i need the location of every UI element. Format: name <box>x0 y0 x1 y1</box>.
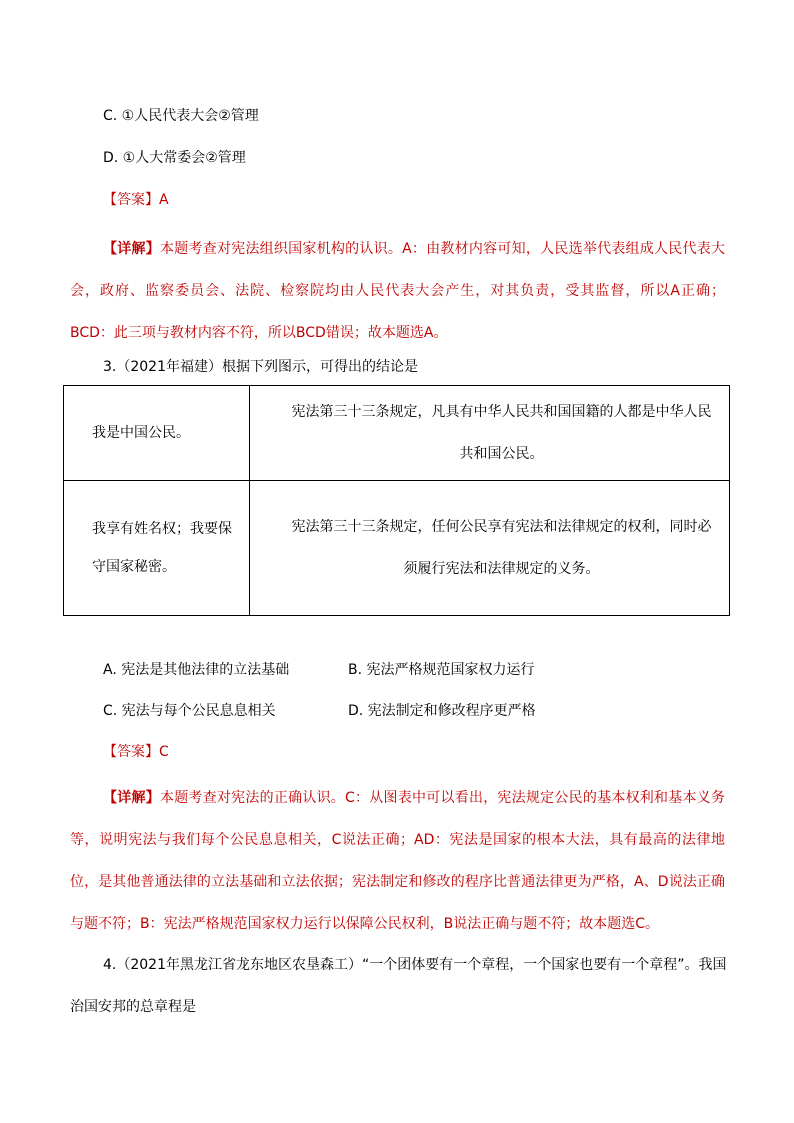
detail-label: 【详解】 <box>103 790 160 806</box>
table-cell-right: 宪法第三十三条规定，任何公民享有宪法和法律规定的权利，同时必须履行宪法和法律规定的义务。 <box>250 481 730 616</box>
table-cell-left: 我是中国公民。 <box>64 386 250 481</box>
q3-answer <box>103 742 169 762</box>
q2-detail <box>70 228 725 354</box>
q3-detail <box>70 777 725 945</box>
detail-text: 本题考查对宪法组织国家机构的认识。A：由教材内容可知，人民选举代表组成人民代表大会，政府、监察委员会、法院、检察院均由人民代表大会产生，对其负责，受其监督，所以A正确；BCD：此三项与教材内容不符，所以BCD错误；故本题选A。 <box>70 241 726 341</box>
q3-figure-table <box>63 385 730 616</box>
answer-label: 【答案】 <box>103 192 159 208</box>
q2-option-c: C. ①人民代表大会②管理 <box>103 108 259 124</box>
q3-stem: 3.（2021年福建）根据下列图示，可得出的结论是 <box>103 359 418 375</box>
q2-option-d: D. ①人大常委会②管理 <box>103 150 246 166</box>
q2-answer <box>103 190 169 210</box>
q3-option-a: A. 宪法是其他法律的立法基础 <box>103 662 290 678</box>
table-cell-left: 我享有姓名权；我要保守国家秘密。 <box>64 481 250 616</box>
answer-value: A <box>159 192 169 208</box>
q3-option-d: D. 宪法制定和修改程序更严格 <box>348 703 536 719</box>
q3-option-b: B. 宪法严格规范国家权力运行 <box>348 662 535 678</box>
table-row <box>64 481 730 616</box>
q3-option-c: C. 宪法与每个公民息息相关 <box>103 703 276 719</box>
detail-label: 【详解】 <box>103 241 160 257</box>
answer-value: C <box>159 744 169 760</box>
table-cell-right: 宪法第三十三条规定，凡具有中华人民共和国国籍的人都是中华人民共和国公民。 <box>250 386 730 481</box>
table-row <box>64 386 730 481</box>
q4-stem: 4.（2021年黑龙江省龙东地区农垦森工）“一个团体要有一个章程，一个国家也要有一个章程”。我国治国安邦的总章程是 <box>70 957 727 1015</box>
answer-label: 【答案】 <box>103 744 159 760</box>
detail-text: 本题考查对宪法的正确认识。C：从图表中可以看出，宪法规定公民的基本权利和基本义务等，说明宪法与我们每个公民息息相关，C说法正确；AD：宪法是国家的根本大法，具有最高的法律地位，是其他普通法律的立法基础和立法依据；宪法制定和修改的程序比普通法律更为严格，A、D说法正确与题不符；B：宪法严格规范国家权力运行以保障公民权利，B说法正确与题不符；故本题选C。 <box>70 790 725 932</box>
